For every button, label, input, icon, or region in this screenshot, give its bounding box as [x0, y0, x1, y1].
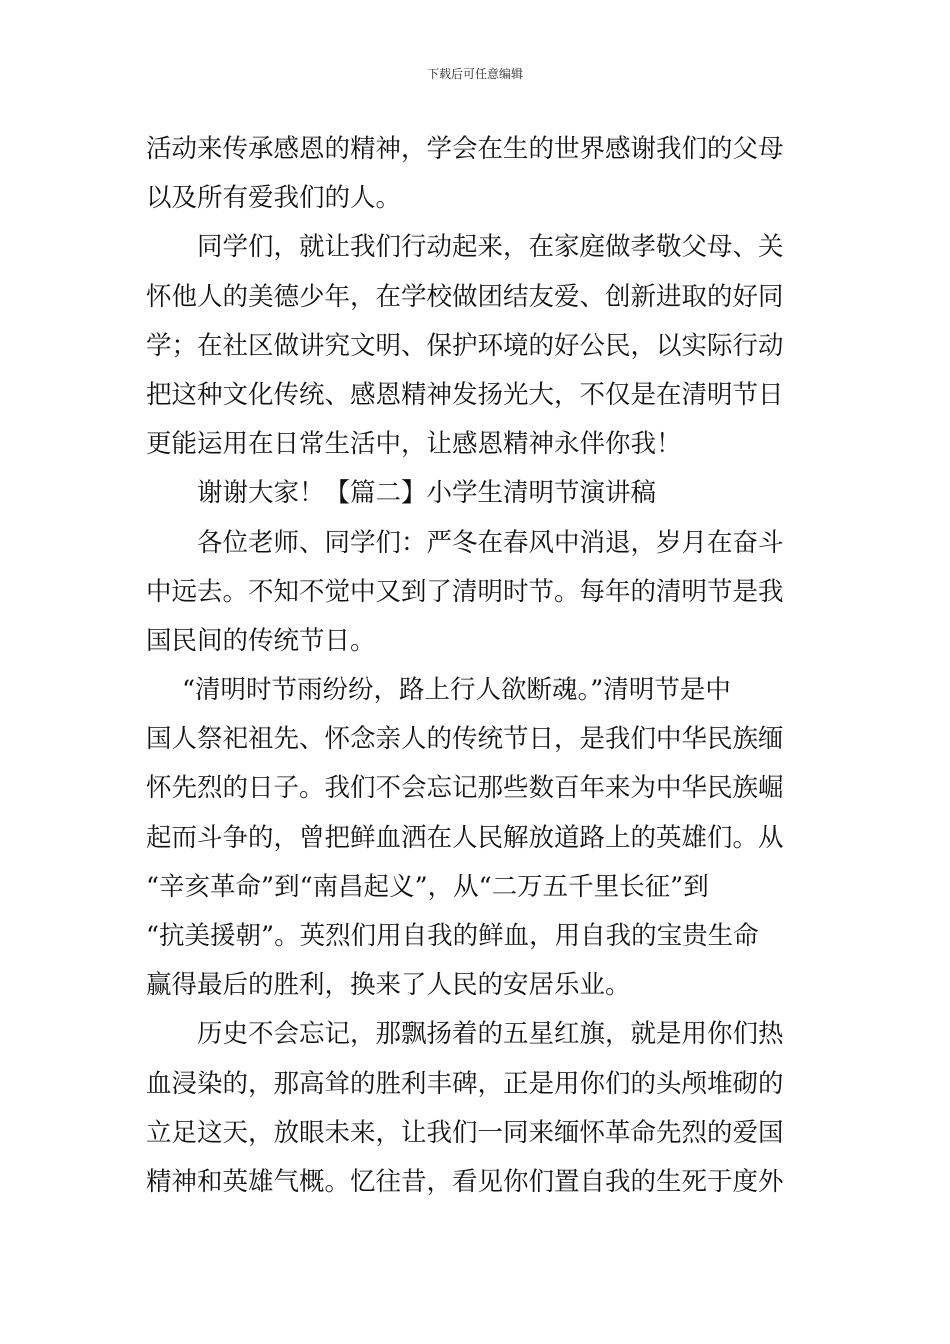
text-line: 怀他人的美德少年，在学校做团结友爱、创新进取的好同: [146, 281, 784, 312]
text-line: 国人祭祀祖先、怀念亲人的传统节日，是我们中华民族缅: [146, 724, 784, 755]
text-line: 更能运用在日常生活中，让感恩精神永伴你我！: [146, 429, 682, 460]
page-header: 下载后可任意编辑: [426, 67, 523, 81]
text-line: 中远去。不知不觉中又到了清明时节。每年的清明节是我: [146, 576, 784, 607]
text-line: “抗美援朝”。英烈们用自我的鲜血，用自我的宝贵生命: [146, 921, 759, 951]
text-line: 历史不会忘记，那飘扬着的五星红旗，就是用你们热: [197, 1019, 784, 1050]
text-line: 各位老师、同学们：严冬在春风中消退，岁月在奋斗: [197, 527, 784, 558]
text-line: 把这种文化传统、感恩精神发扬光大，不仅是在清明节日: [146, 379, 784, 410]
text-line: 同学们，就让我们行动起来，在家庭做孝敬父母、关: [197, 232, 784, 263]
text-line: 学；在社区做讲究文明、保护环境的好公民，以实际行动: [146, 330, 784, 361]
text-line: “辛亥革命”到“南昌起义”，从“二万五千里长征”到: [146, 871, 709, 902]
text-line: 立足这天，放眼未来，让我们一同来缅怀革命先烈的爱国: [146, 1117, 784, 1148]
text-line: 活动来传承感恩的精神，学会在生的世界感谢我们的父母: [146, 134, 784, 164]
body-text: [146, 125, 808, 1207]
text-line: “清明时节雨纷纷，路上行人欲断魂。”清明节是中: [182, 675, 731, 706]
text-line: 精神和英雄气概。忆往昔，看见你们置自我的生死于度外: [146, 1166, 784, 1197]
text-line: 血浸染的，那高耸的胜利丰碑，正是用你们的头颅堆砌的: [146, 1068, 784, 1099]
text-line: 国民间的传统节日。: [146, 625, 376, 656]
text-line: 怀先烈的日子。我们不会忘记那些数百年来为中华民族崛: [146, 773, 784, 804]
text-line: 起而斗争的，曾把鲜血洒在人民解放道路上的英雄们。从: [146, 822, 784, 853]
text-line: 赢得最后的胜利，换来了人民的安居乐业。: [146, 970, 631, 1001]
text-line: 谢谢大家！【篇二】小学生清明节演讲稿: [197, 478, 657, 509]
text-line: 以及所有爱我们的人。: [146, 183, 402, 214]
